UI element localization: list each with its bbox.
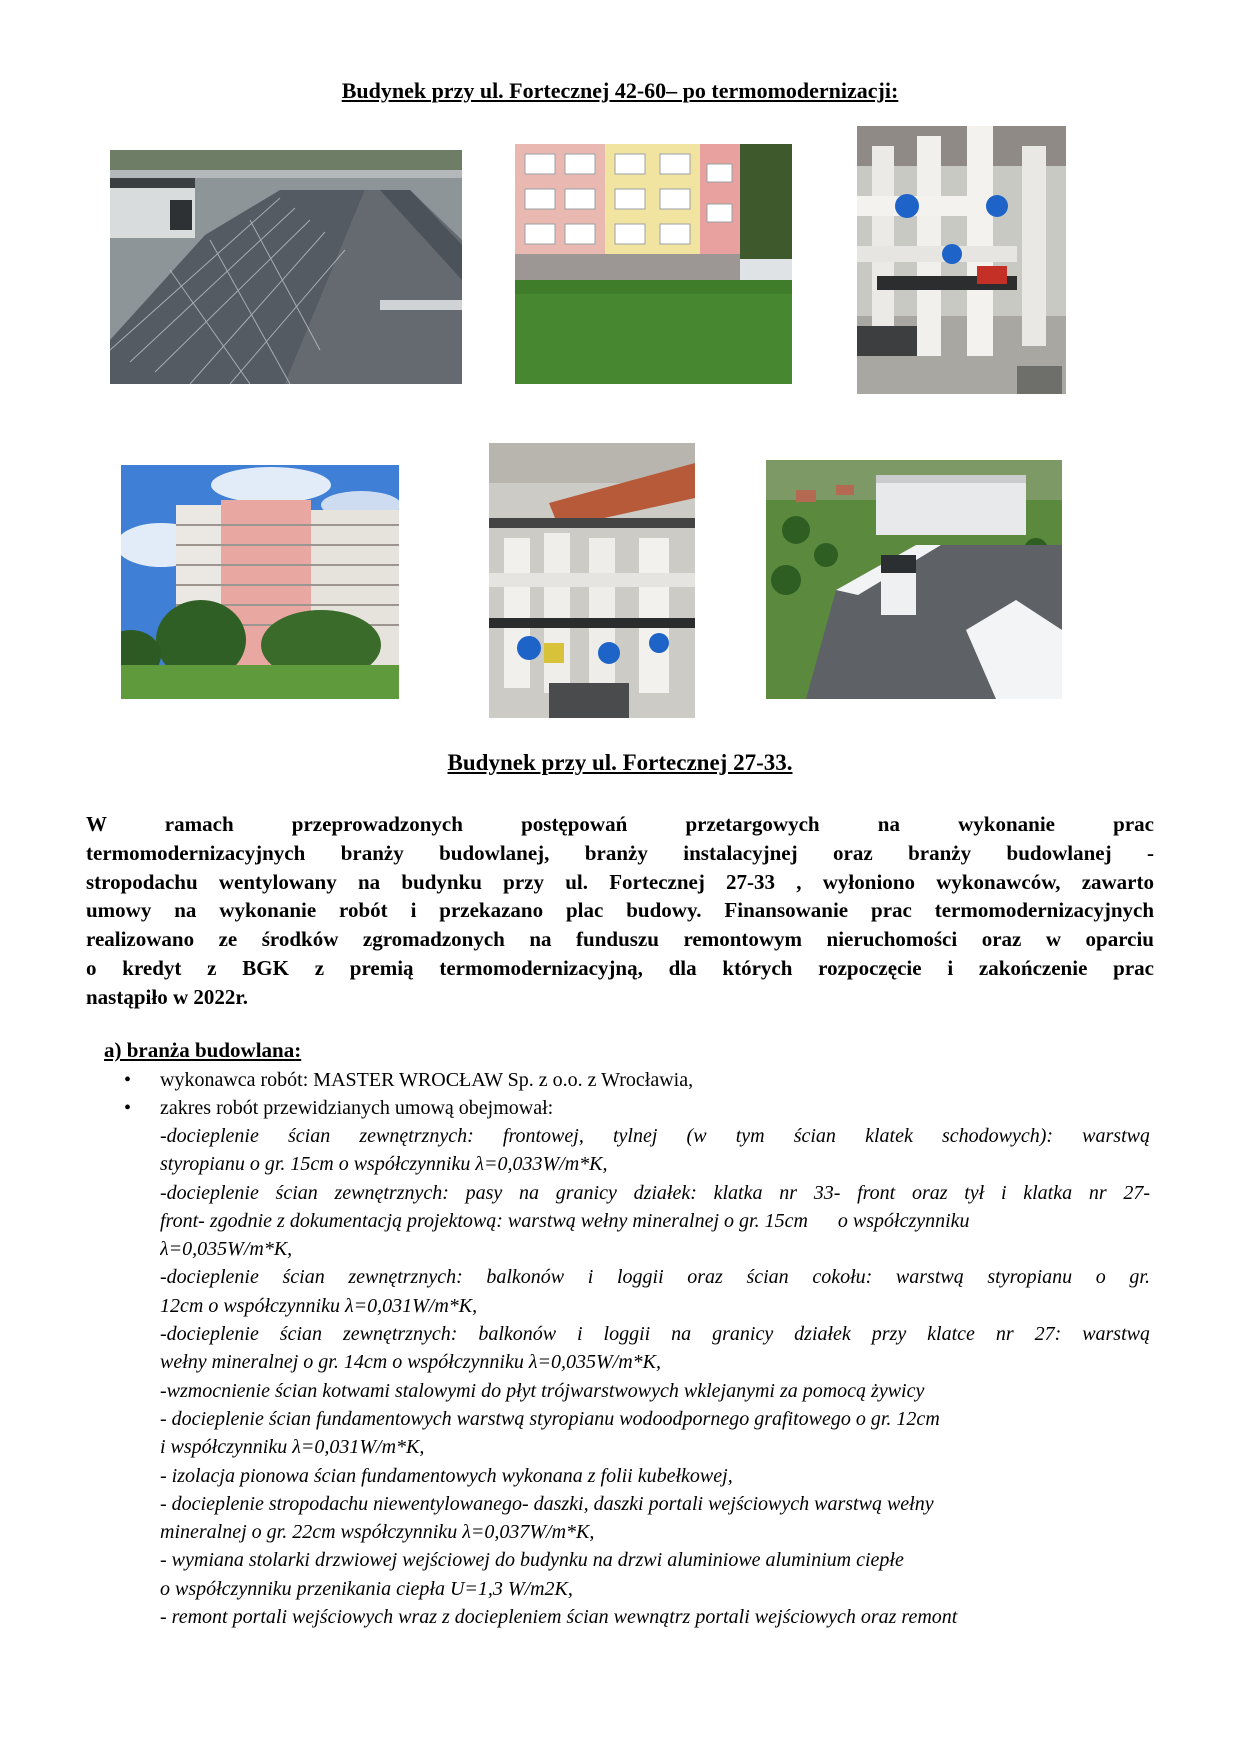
scope-intro-text: zakres robót przewidzianych umową obejmował: [160,1097,554,1119]
heating-substation-photo [857,126,1066,394]
scope-line: -wzmocnienie ścian kotwami stalowymi do płyt trójwarstwowych wklejanymi za pomocą żywicy [160,1379,925,1402]
paragraph-line: o kredyt z BGK z premią termomodernizacyjną, dla których rozpoczęcie i zakończenie prac [86,955,1154,980]
scope-line: - remont portali wejściowych wraz z dociepleniem ścian wewnątrz portali wejściowych oraz remont [160,1606,958,1629]
scope-line: 12cm o współczynniku λ=0,031W/m*K, [160,1294,478,1317]
list-item [124,1094,693,1122]
bullet-icon: • [124,1069,132,1091]
intro-paragraph [86,810,1154,1012]
scope-line: -docieplenie ścian zewnętrznych: pasy na granicy działek: klatka nr 33- front oraz tył i klatka nr 27- [160,1181,1150,1204]
scope-line: -docieplenie ścian zewnętrznych: balkonów i loggii na granicy działek przy klatce nr 27: warstwą [160,1323,1150,1346]
roof-solar-panels-photo [110,150,462,384]
section-heading-forteczna-42-60: Budynek przy ul. Fortecznej 42-60– po termomodernizacji: [341,78,899,103]
paragraph-line: W ramach przeprowadzonych postępowań przetargowych na wykonanie prac [86,812,1154,836]
section-heading-forteczna-27-33: Budynek przy ul. Fortecznej 27-33. [447,750,793,775]
scope-line: i współczynniku λ=0,031W/m*K, [160,1436,425,1459]
contractor-text: wykonawca robót: MASTER WROCŁAW Sp. z o.o. z Wrocławia, [160,1069,694,1091]
heat-exchanger-room-photo [489,443,695,718]
flat-roof-photo [766,460,1062,699]
bullet-icon: • [124,1097,132,1119]
scope-line: o współczynniku przenikania ciepła U=1,3 W/m2K, [160,1577,573,1600]
scope-line: -docieplenie ścian zewnętrznych: frontowej, tylnej (w tym ścian klatek schodowych): warstwą [160,1125,1150,1147]
paragraph-line: nastąpiło w 2022r. [86,984,249,1009]
scope-line: - izolacja pionowa ścian fundamentowych wykonana z folii kubełkowej, [160,1464,733,1487]
scope-line: - docieplenie ścian fundamentowych warstwą styropianu wodoodpornego grafitowego o gr. 12cm [160,1407,940,1430]
bullet-list [124,1066,693,1122]
scope-line: front- zgodnie z dokumentacją projektową: warstwą wełny mineralnej o gr. 15cm o współczynniku [160,1209,970,1232]
scope-of-works [160,1122,1150,1631]
building-facade-garden-photo [515,144,792,384]
scope-line: - wymiana stolarki drzwiowej wejściowej do budynku na drzwi aluminiowe aluminium ciepłe [160,1549,904,1572]
paragraph-line: umowy na wykonanie robót i przekazano plac budowy. Finansowanie prac termomodernizacyjnych [86,898,1154,923]
paragraph-line: stropodachu wentylowany na budynku przy ul. Fortecznej 27-33 , wyłoniono wykonawców, zawarto [86,869,1154,894]
scope-line: - docieplenie stropodachu niewentylowanego- daszki, daszki portali wejściowych warstwą wełny [160,1492,934,1515]
list-item [124,1066,693,1094]
tall-building-photo [121,465,399,699]
subsection-heading-branza-budowlana: a) branża budowlana: [104,1038,302,1062]
scope-line: wełny mineralnej o gr. 14cm o współczynniku λ=0,035W/m*K, [160,1351,661,1374]
scope-line: mineralnej o gr. 22cm współczynniku λ=0,037W/m*K, [160,1521,595,1544]
paragraph-line: termomodernizacyjnych branży budowlanej, branży instalacyjnej oraz branży budowlanej - [86,840,1154,865]
scope-line: styropianu o gr. 15cm o współczynniku λ=0,033W/m*K, [160,1153,608,1176]
scope-line: λ=0,035W/m*K, [160,1238,293,1261]
paragraph-line: realizowano ze środków zgromadzonych na funduszu remontowym nieruchomości oraz w oparciu [86,927,1154,952]
scope-line: -docieplenie ścian zewnętrznych: balkonów i loggii oraz ścian cokołu: warstwą styropianu o gr. [160,1266,1150,1289]
